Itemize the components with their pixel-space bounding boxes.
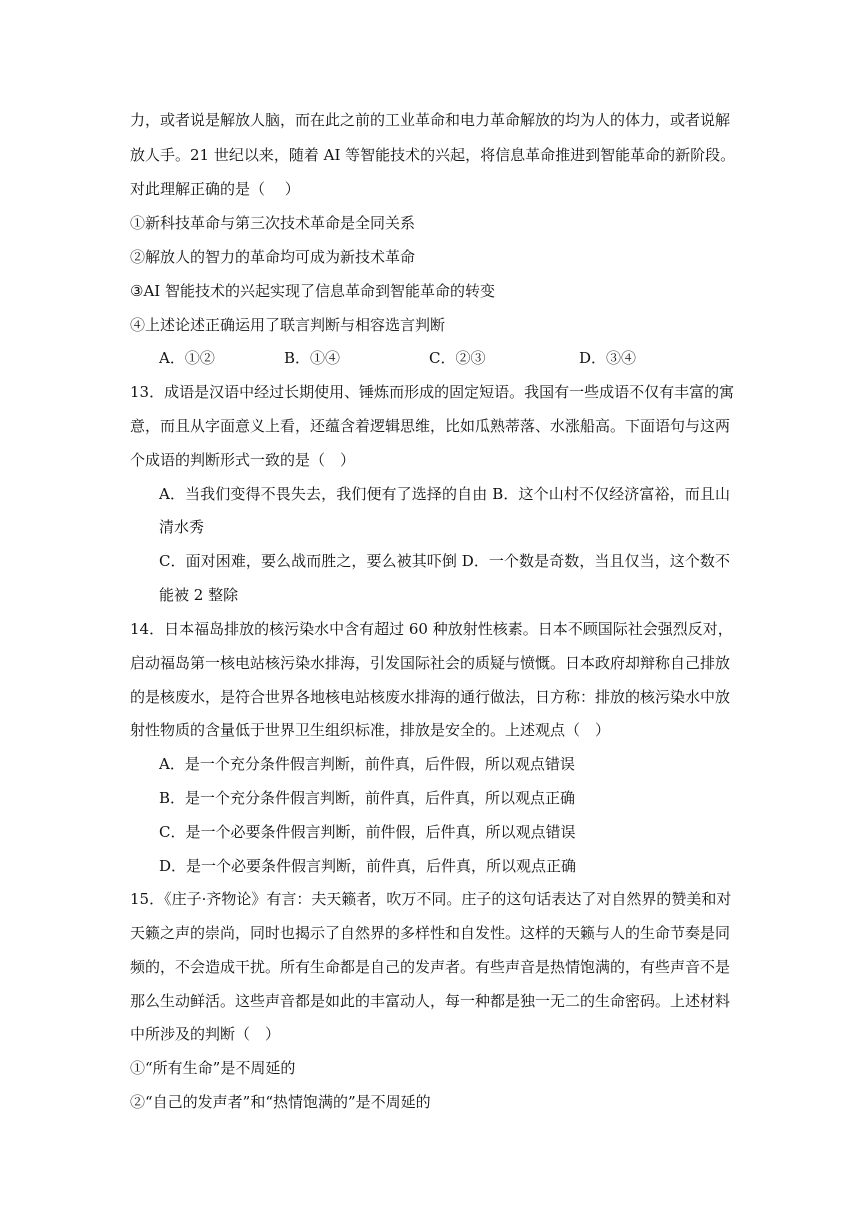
q14-option: C．是一个必要条件假言判断，前件假，后件真，所以观点错误 [159,823,576,841]
q14-text-line: 启动福岛第一核电站核污染水排海，引发国际社会的质疑与愤慨。日本政府却辩称自己排放 [130,654,731,672]
q14-option: A．是一个充分条件假言判断，前件真，后件假，所以观点错误 [159,755,575,773]
q14-text-line: 14．日本福岛排放的核污染水中含有超过 60 种放射性核素。日本不顾国际社会强烈反对， [130,620,733,638]
option-d: D．③④ [579,349,637,367]
q12-statement: ④上述论述正确运用了联言判断与相容选言判断 [130,316,446,334]
q12-options [159,347,730,369]
q13-text-line: 意，而且从字面意义上看，还蕴含着逻辑思维，比如瓜熟蒂落、水涨船高。下面语句与这两 [130,417,731,435]
option-c: C．②③ [429,349,486,367]
q15-text-line: 中所涉及的判断（ ） [130,1025,281,1043]
q12-text-line: 力，或者说是解放人脑，而在此之前的工业革命和电力革命解放的均为人的体力，或者说解 [130,111,731,129]
q13-text-line: 13．成语是汉语中经过长期使用、锤炼而形成的固定短语。我国有一些成语不仅有丰富的寓 [130,383,735,401]
option-b: B．①④ [284,349,341,367]
q12-statement: ③AI 智能技术的兴起实现了信息革命到智能革命的转变 [130,282,495,300]
q15-text-line: 那么生动鲜活。这些声音都是如此的丰富动人，每一种都是独一无二的生命密码。上述材料 [130,992,731,1010]
q14-text-line: 射性物质的含量低于世界卫生组织标准，排放是安全的。上述观点（ ） [130,721,611,739]
option-a: A．①② [159,349,215,367]
q13-option-line: 能被 2 整除 [159,586,239,604]
q15-statement: ②“自己的发声者”和“热情饱满的”是不周延的 [130,1093,431,1111]
q15-statement: ①“所有生命”是不周延的 [130,1059,296,1077]
q13-option-line: C．面对困难，要么战而胜之，要么被其吓倒 D．一个数是奇数，当且仅当，这个数不 [159,552,730,570]
q15-text-line: 频的，不会造成干扰。所有生命都是自己的发声者。有些声音是热情饱满的，有些声音不是 [130,958,731,976]
q15-text-line: 天籁之声的崇尚，同时也揭示了自然界的多样性和自发性。这样的天籁与人的生命节奏是同 [130,924,731,942]
q13-text-line: 个成语的判断形式一致的是（ ） [130,451,356,469]
q13-option-line: A．当我们变得不畏失去，我们便有了选择的自由 B．这个山村不仅经济富裕，而且山 [159,485,730,503]
q14-option: D．是一个必要条件假言判断，前件真，后件真，所以观点正确 [159,857,577,875]
q15-text-line: 15．《庄子·齐物论》有言：夫天籁者，吹万不同。庄子的这句话表达了对自然界的赞美和对 [130,890,732,908]
q12-text-line: 放人手。21 世纪以来，随着 AI 等智能技术的兴起，将信息革命推进到智能革命的新阶段。 [130,146,736,164]
q12-text-line: 对此理解正确的是（ ） [130,180,300,198]
q12-statement: ②解放人的智力的革命均可成为新技术革命 [130,248,416,266]
q14-text-line: 的是核废水，是符合世界各地核电站核废水排海的通行做法，日方称：排放的核污染水中放 [130,688,731,706]
q13-option-line: 清水秀 [159,518,205,536]
q14-option: B．是一个充分条件假言判断，前件真，后件真，所以观点正确 [159,789,576,807]
q12-statement: ①新科技革命与第三次技术革命是全同关系 [130,214,416,232]
